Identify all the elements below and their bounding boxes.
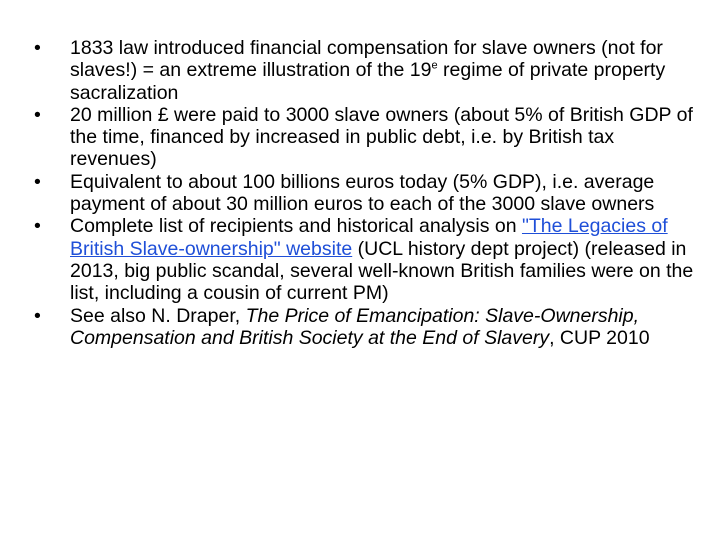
bullet-text: 1833 law introduced financial compensation for slave owners (not for slaves!) = an extreme illustration of the 19 [70,37,663,82]
bullet-text: regime of private property sacralization [70,59,666,104]
bullet-icon: • [34,304,41,327]
bullet-item [34,104,694,171]
superscript: e [431,59,438,72]
bullet-text: (UCL history dept project) (released in 2013, big public scandal, several well-known British families were on the list, including a cousin of current PM) [70,237,694,305]
bullet-icon: • [34,37,41,59]
bullet-text: Equivalent to about 100 billions euros today (5% GDP), i.e. average payment of about 30 million euros to each of the 3000 slave owners [70,170,655,216]
bullet-item [34,37,694,104]
book-title: The Price of Emancipation: Slave-Ownership, Compensation and British Society at the End of Slavery [70,304,640,349]
bullet-icon: • [34,215,41,238]
bullet-text: Complete list of recipients and historical analysis on [70,215,522,238]
legacies-website-link[interactable]: "The Legacies of British Slave-ownership" website [70,215,668,260]
bullet-icon: • [34,103,41,126]
bullet-text: , CUP 2010 [549,326,650,349]
bullet-text: See also N. Draper, [70,304,246,327]
bullet-item [34,215,694,304]
bullet-item [34,305,694,350]
bullet-list [34,37,694,349]
bullet-text: 20 million £ were paid to 3000 slave owners (about 5% of British GDP of the time, financed by increased in public debt, i.e. by British tax revenues) [70,103,693,171]
bullet-item [34,171,694,216]
bullet-icon: • [34,170,41,193]
